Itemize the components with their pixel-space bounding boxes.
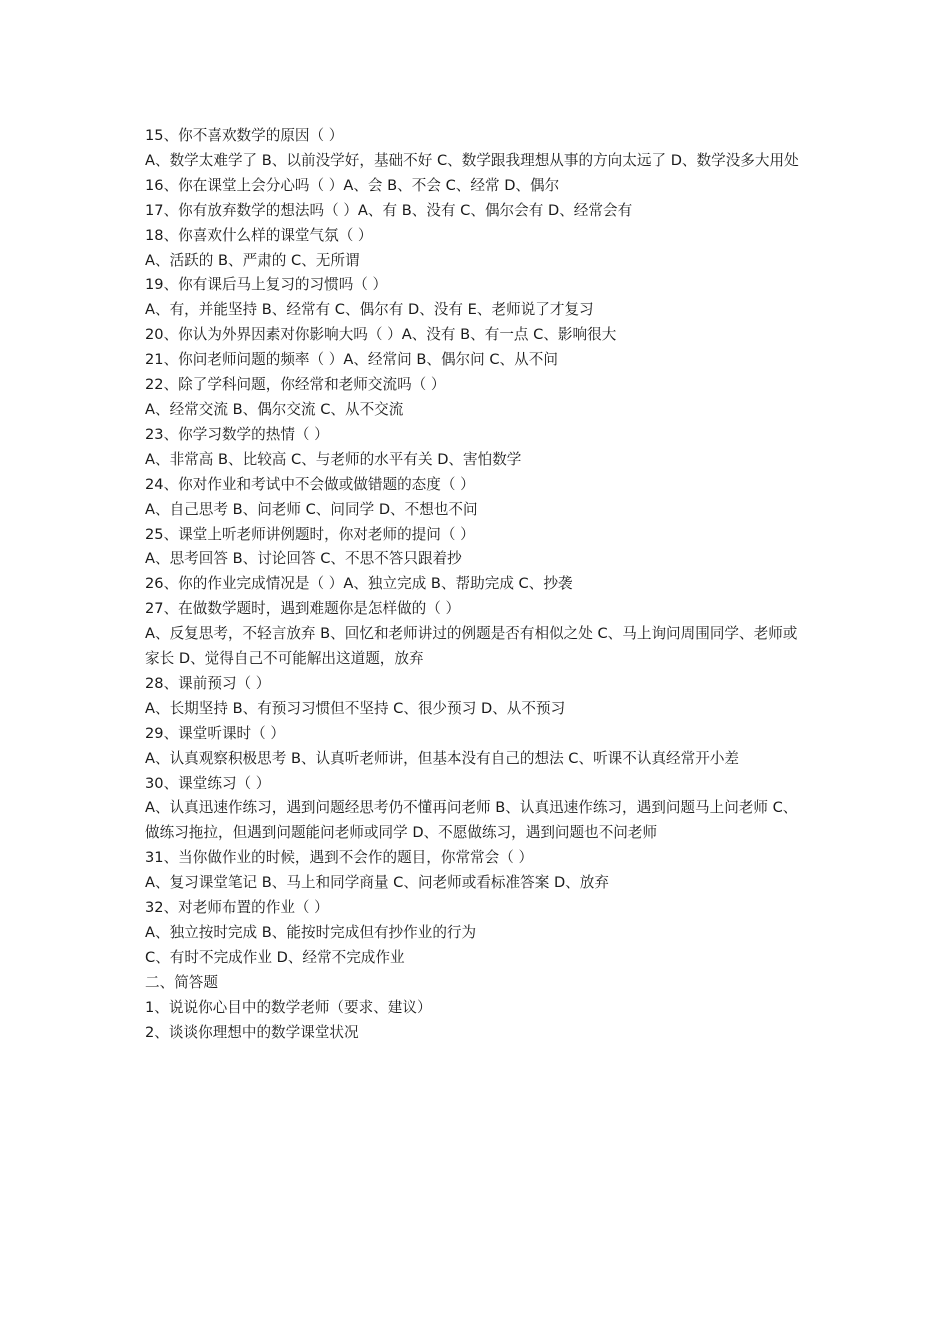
question-18: 18、你喜欢什么样的课堂气氛（ ）: [145, 226, 373, 244]
question-15: 15、你不喜欢数学的原因（ ）: [145, 127, 344, 144]
question-26: 26、你的作业完成情况是（ ）A、独立完成 B、帮助完成 C、抄袭: [145, 575, 573, 593]
question-30: 30、课堂练习（ ）: [145, 774, 271, 792]
short-answer-1: 1、说说你心目中的数学老师（要求、建议）: [145, 998, 432, 1016]
question-21: 21、你问老师问题的频率（ ）A、经常问 B、偶尔问 C、从不问: [145, 351, 558, 369]
questionnaire-body: [145, 124, 810, 1046]
options-24: A、自己思考 B、问老师 C、问同学 D、不想也不问: [145, 500, 478, 518]
short-answer-2: 2、谈谈你理想中的数学课堂状况: [145, 1023, 359, 1041]
options-32-a: A、独立按时完成 B、能按时完成但有抄作业的行为: [145, 924, 477, 941]
question-19: 19、你有课后马上复习的习惯吗（ ）: [145, 276, 388, 294]
question-32: 32、对老师布置的作业（ ）: [145, 899, 329, 917]
options-27: A、反复思考，不轻言放弃 B、回忆和老师讲过的例题是否有相似之处 C、马上询问周围同学、老师或家长 D、觉得自己不可能解出这道题，放弃: [145, 625, 798, 668]
options-32-b: C、有时不完成作业 D、经常不完成作业: [145, 948, 405, 966]
options-15: A、数学太难学了 B、以前没学好，基础不好 C、数学跟我理想从事的方向太远了 D、数学没多大用处: [145, 151, 799, 169]
options-18: A、活跃的 B、严肃的 C、无所谓: [145, 251, 360, 269]
question-24: 24、你对作业和考试中不会做或做错题的态度（ ）: [145, 475, 475, 493]
question-20: 20、你认为外界因素对你影响大吗（ ）A、没有 B、有一点 C、影响很大: [145, 326, 617, 344]
question-23: 23、你学习数学的热情（ ）: [145, 425, 329, 443]
options-23: A、非常高 B、比较高 C、与老师的水平有关 D、害怕数学: [145, 450, 522, 468]
question-16: 16、你在课堂上会分心吗（ ）A、会 B、不会 C、经常 D、偶尔: [145, 176, 560, 194]
question-31: 31、当你做作业的时候，遇到不会作的题目，你常常会（ ）: [145, 849, 534, 867]
question-17: 17、你有放弃数学的想法吗（ ）A、有 B、没有 C、偶尔会有 D、经常会有: [145, 201, 633, 219]
question-28: 28、课前预习（ ）: [145, 674, 271, 692]
options-30: A、认真迅速作练习，遇到问题经思考仍不懂再问老师 B、认真迅速作练习，遇到问题马上问老师 C、做练习拖拉，但遇到问题能问老师或同学 D、不愿做练习，遇到问题也不问老师: [145, 799, 798, 842]
options-22: A、经常交流 B、偶尔交流 C、从不交流: [145, 400, 404, 418]
question-27: 27、在做数学题时，遇到难题你是怎样做的（ ）: [145, 600, 461, 618]
question-22: 22、除了学科问题，你经常和老师交流吗（ ）: [145, 376, 446, 394]
options-25: A、思考回答 B、讨论回答 C、不思不答只跟着抄: [145, 550, 462, 568]
question-25: 25、课堂上听老师讲例题时，你对老师的提问（ ）: [145, 525, 475, 543]
question-29: 29、课堂听课时（ ）: [145, 724, 285, 742]
options-29: A、认真观察积极思考 B、认真听老师讲，但基本没有自己的想法 C、听课不认真经常开小差: [145, 749, 740, 767]
section-heading-short-answer: 二、简答题: [145, 973, 218, 991]
options-28: A、长期坚持 B、有预习习惯但不坚持 C、很少预习 D、从不预习: [145, 699, 566, 717]
options-31: A、复习课堂笔记 B、马上和同学商量 C、问老师或看标准答案 D、放弃: [145, 874, 609, 892]
options-19: A、有，并能坚持 B、经常有 C、偶尔有 D、没有 E、老师说了才复习: [145, 301, 594, 319]
